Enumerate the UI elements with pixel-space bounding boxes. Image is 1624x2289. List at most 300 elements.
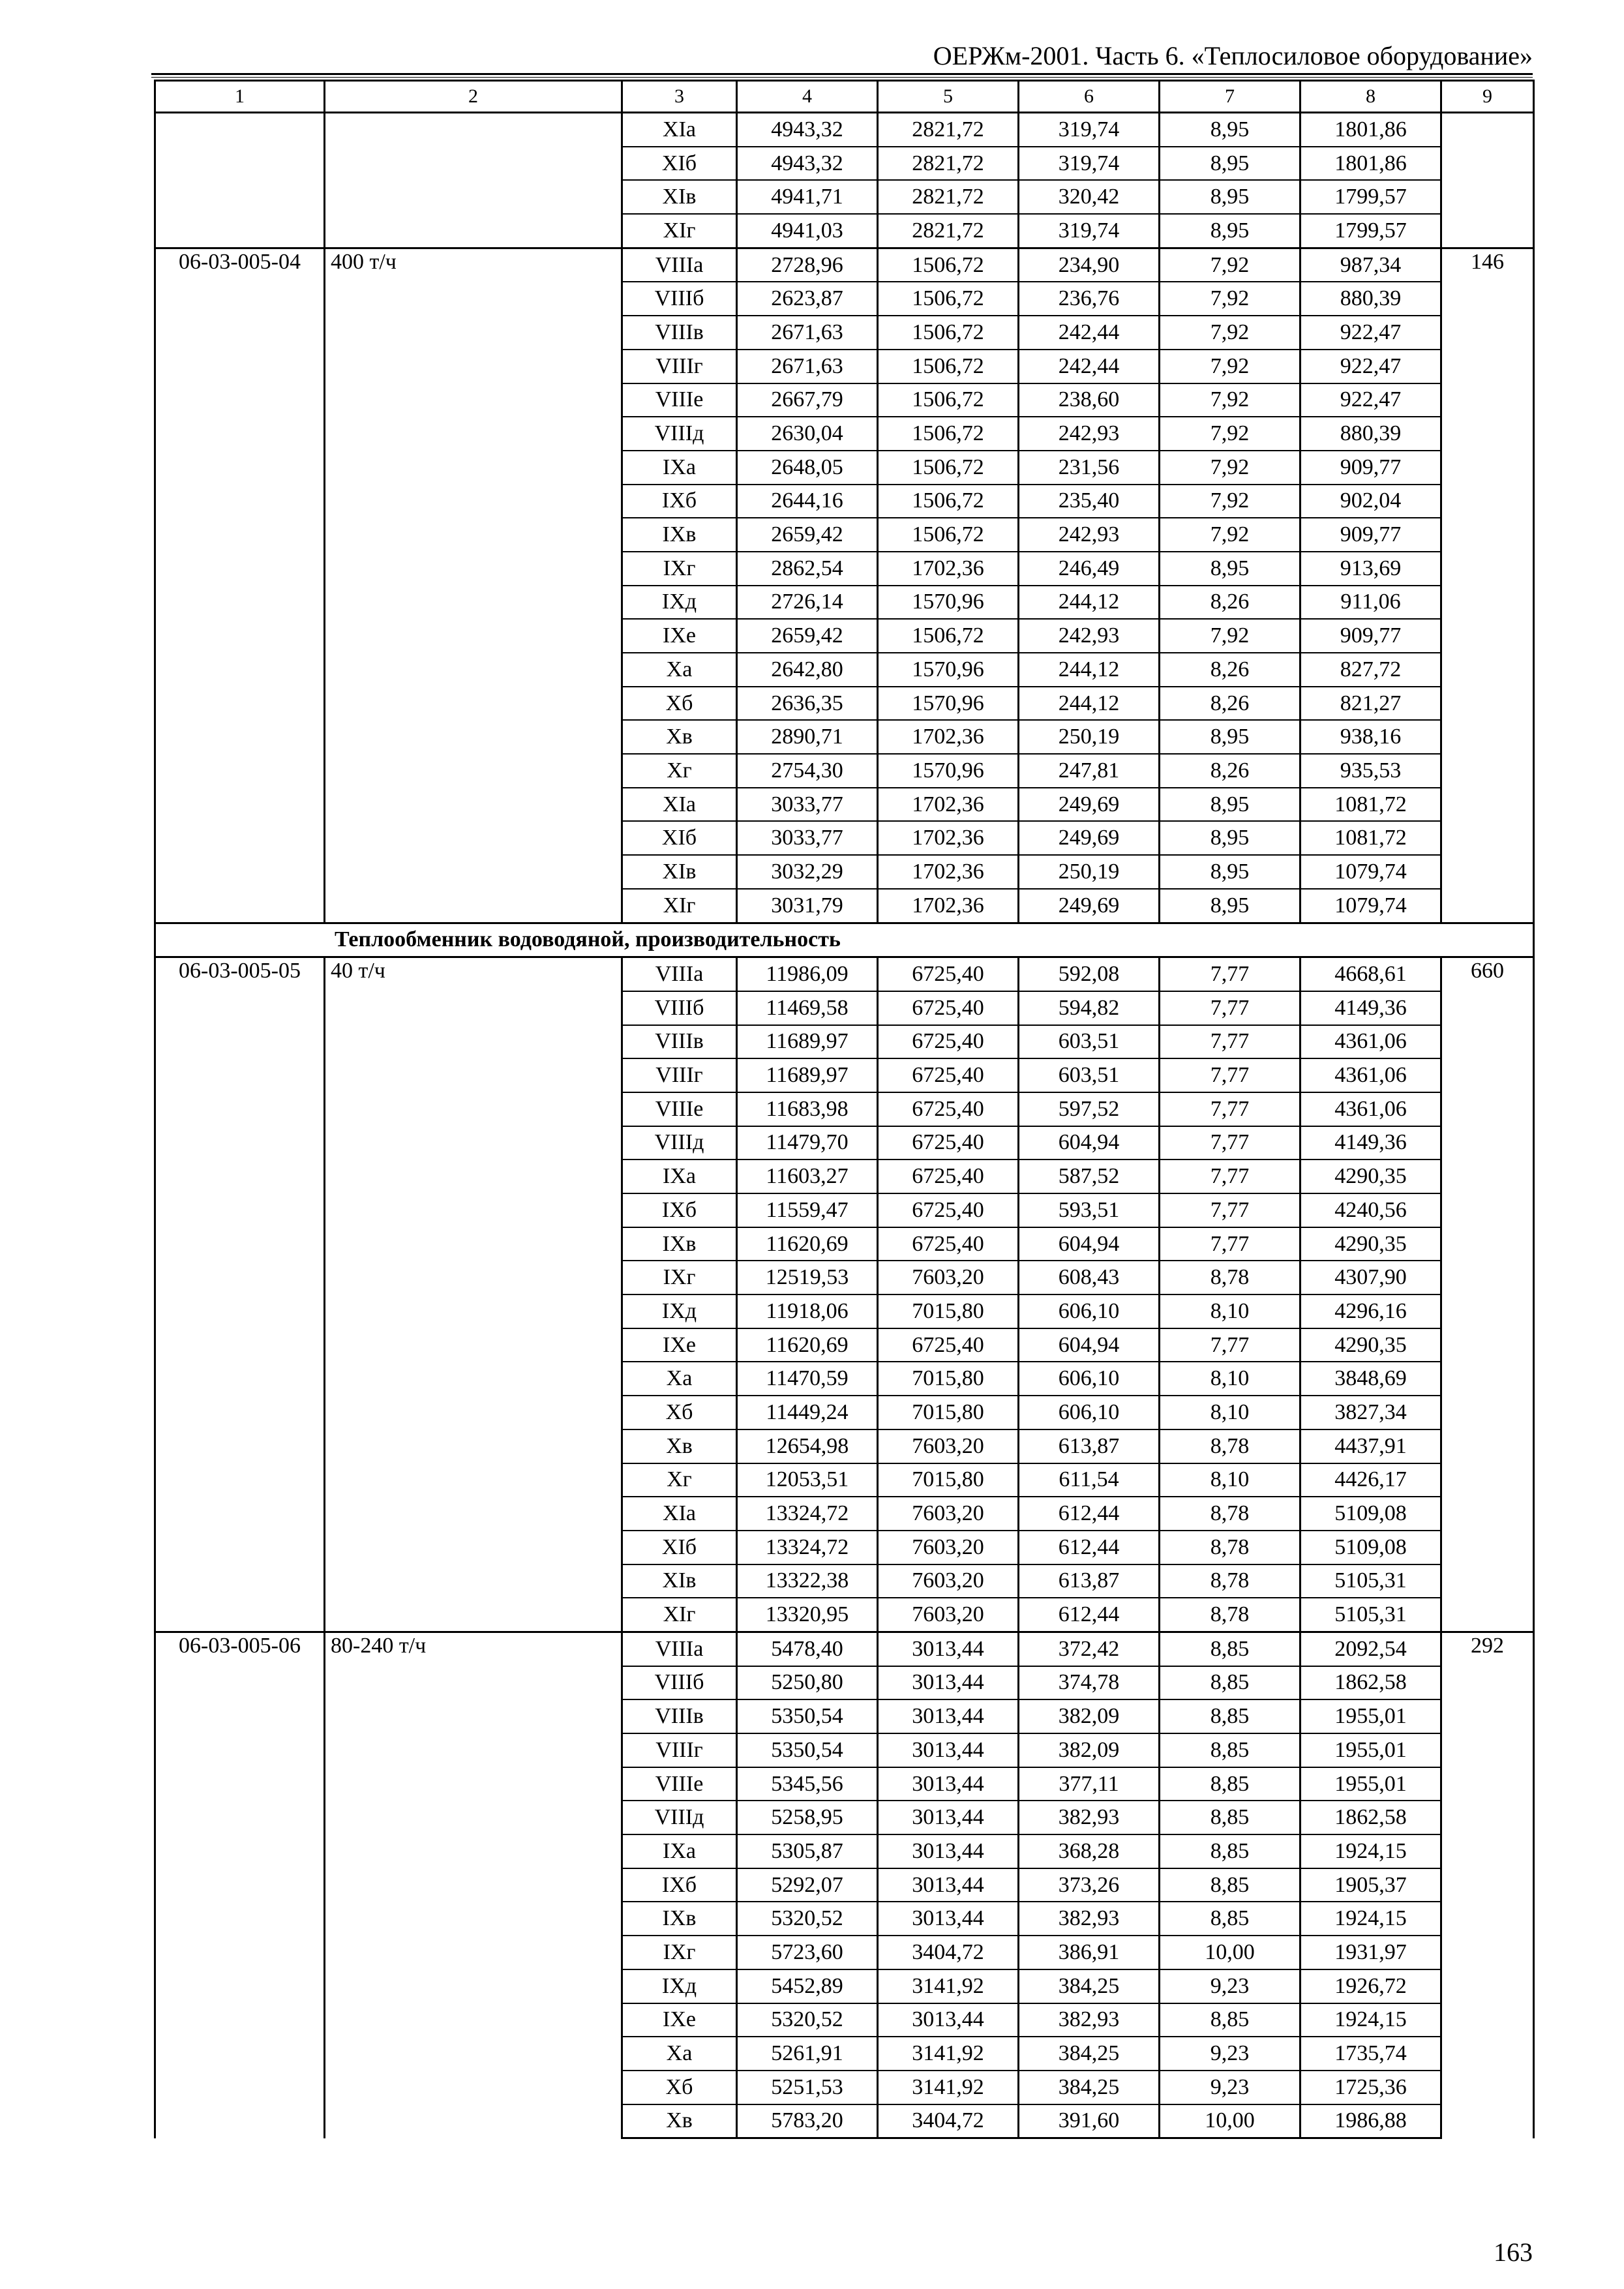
value-cell: 7015,80 [878,1396,1019,1429]
value-cell: 1931,97 [1301,1936,1441,1969]
value-cell: 7015,80 [878,1294,1019,1328]
zone-cell: XIа [622,1497,737,1531]
value-cell: 5350,54 [737,1699,878,1733]
value-cell: 244,12 [1019,586,1160,620]
column-number: 6 [1019,81,1160,113]
column-9-value [1441,113,1534,248]
value-cell: 242,93 [1019,518,1160,552]
value-cell: 1799,57 [1301,180,1441,214]
value-cell: 11620,69 [737,1328,878,1362]
value-cell: 4668,61 [1301,957,1441,991]
zone-cell: IXг [622,552,737,586]
value-cell: 4943,32 [737,113,878,147]
value-cell: 4149,36 [1301,1126,1441,1160]
value-cell: 604,94 [1019,1126,1160,1160]
value-cell: 250,19 [1019,720,1160,754]
value-cell: 7015,80 [878,1463,1019,1497]
value-cell: 242,44 [1019,316,1160,350]
value-cell: 7,92 [1160,485,1301,518]
item-code: 06-03-005-04 [155,248,325,923]
value-cell: 8,85 [1160,2003,1301,2037]
value-cell: 2644,16 [737,485,878,518]
value-cell: 4240,56 [1301,1193,1441,1227]
value-cell: 3013,44 [878,1868,1019,1902]
value-cell: 7,77 [1160,1092,1301,1126]
column-9-value: 292 [1441,1632,1534,2138]
table-row [155,113,1534,147]
value-cell: 3013,44 [878,1767,1019,1801]
zone-cell: VIIIд [622,417,737,451]
value-cell: 3013,44 [878,1632,1019,1666]
value-cell: 2821,72 [878,214,1019,248]
value-cell: 7,77 [1160,1025,1301,1059]
item-name [325,113,622,248]
value-cell: 909,77 [1301,518,1441,552]
value-cell: 1506,72 [878,248,1019,282]
value-cell: 5251,53 [737,2071,878,2104]
column-number: 3 [622,81,737,113]
value-cell: 5783,20 [737,2104,878,2138]
value-cell: 8,95 [1160,889,1301,923]
zone-cell: XIг [622,214,737,248]
table-body [155,81,1534,2138]
zone-cell: IXб [622,1868,737,1902]
value-cell: 3404,72 [878,2104,1019,2138]
value-cell: 911,06 [1301,586,1441,620]
value-cell: 1570,96 [878,754,1019,788]
value-cell: 8,95 [1160,552,1301,586]
header-rule-thin [151,77,1533,78]
value-cell: 7,92 [1160,619,1301,653]
zone-cell: VIIIе [622,1767,737,1801]
value-cell: 1955,01 [1301,1767,1441,1801]
value-cell: 2092,54 [1301,1632,1441,1666]
value-cell: 244,12 [1019,653,1160,687]
value-cell: 1506,72 [878,350,1019,383]
value-cell: 922,47 [1301,350,1441,383]
value-cell: 8,85 [1160,1834,1301,1868]
value-cell: 987,34 [1301,248,1441,282]
value-cell: 11603,27 [737,1159,878,1193]
zone-cell: Xв [622,2104,737,2138]
value-cell: 3141,92 [878,2037,1019,2071]
value-cell: 368,28 [1019,1834,1160,1868]
value-cell: 4361,06 [1301,1058,1441,1092]
value-cell: 938,16 [1301,720,1441,754]
value-cell: 1079,74 [1301,889,1441,923]
value-cell: 6725,40 [878,1159,1019,1193]
value-cell: 242,93 [1019,619,1160,653]
value-cell: 1924,15 [1301,1902,1441,1936]
value-cell: 8,95 [1160,214,1301,248]
value-cell: 7603,20 [878,1598,1019,1632]
value-cell: 3032,29 [737,855,878,889]
value-cell: 4361,06 [1301,1025,1441,1059]
value-cell: 7,77 [1160,1058,1301,1092]
zone-cell: VIIIв [622,316,737,350]
value-cell: 6725,40 [878,1092,1019,1126]
value-cell: 612,44 [1019,1531,1160,1564]
value-cell: 1570,96 [878,586,1019,620]
value-cell: 1570,96 [878,653,1019,687]
zone-cell: VIIIг [622,350,737,383]
zone-cell: XIб [622,1531,737,1564]
value-cell: 606,10 [1019,1362,1160,1396]
value-cell: 606,10 [1019,1294,1160,1328]
value-cell: 377,11 [1019,1767,1160,1801]
value-cell: 11449,24 [737,1396,878,1429]
value-cell: 1735,74 [1301,2037,1441,2071]
value-cell: 5109,08 [1301,1497,1441,1531]
zone-cell: VIIIг [622,1058,737,1092]
value-cell: 1702,36 [878,552,1019,586]
value-cell: 2671,63 [737,316,878,350]
item-name: 80-240 т/ч [325,1632,622,2138]
value-cell: 6725,40 [878,1193,1019,1227]
value-cell: 7,92 [1160,316,1301,350]
value-cell: 11986,09 [737,957,878,991]
value-cell: 613,87 [1019,1564,1160,1598]
value-cell: 8,78 [1160,1261,1301,1294]
value-cell: 4307,90 [1301,1261,1441,1294]
value-cell: 1506,72 [878,451,1019,485]
value-cell: 374,78 [1019,1666,1160,1700]
value-cell: 1702,36 [878,889,1019,923]
value-cell: 6725,40 [878,1328,1019,1362]
value-cell: 319,74 [1019,147,1160,181]
value-cell: 7,92 [1160,417,1301,451]
value-cell: 1702,36 [878,720,1019,754]
value-cell: 909,77 [1301,451,1441,485]
value-cell: 3404,72 [878,1936,1019,1969]
value-cell: 612,44 [1019,1497,1160,1531]
zone-cell: VIIIд [622,1126,737,1160]
running-header [151,38,1533,74]
value-cell: 11470,59 [737,1362,878,1396]
value-cell: 4437,91 [1301,1429,1441,1463]
value-cell: 3141,92 [878,1969,1019,2003]
value-cell: 1702,36 [878,821,1019,855]
zone-cell: Xв [622,1429,737,1463]
table-row [155,1632,1534,1666]
value-cell: 7603,20 [878,1564,1019,1598]
value-cell: 7,92 [1160,518,1301,552]
value-cell: 382,93 [1019,1902,1160,1936]
value-cell: 12519,53 [737,1261,878,1294]
value-cell: 613,87 [1019,1429,1160,1463]
value-cell: 382,09 [1019,1733,1160,1767]
value-cell: 7,77 [1160,957,1301,991]
value-cell: 382,93 [1019,1801,1160,1834]
value-cell: 8,78 [1160,1564,1301,1598]
column-9-value: 146 [1441,248,1534,923]
value-cell: 4426,17 [1301,1463,1441,1497]
value-cell: 3827,34 [1301,1396,1441,1429]
value-cell: 10,00 [1160,1936,1301,1969]
page-number: 163 [1494,2237,1533,2267]
zone-cell: XIа [622,788,737,822]
zone-cell: XIб [622,821,737,855]
value-cell: 11689,97 [737,1058,878,1092]
value-cell: 4296,16 [1301,1294,1441,1328]
value-cell: 606,10 [1019,1396,1160,1429]
zone-cell: Xг [622,1463,737,1497]
value-cell: 7,77 [1160,1227,1301,1261]
zone-cell: VIIIб [622,991,737,1025]
zone-cell: VIIIд [622,1801,737,1834]
column-number: 5 [878,81,1019,113]
value-cell: 8,85 [1160,1699,1301,1733]
value-cell: 236,76 [1019,282,1160,316]
value-cell: 6725,40 [878,957,1019,991]
value-cell: 12053,51 [737,1463,878,1497]
column-number-row [155,81,1534,113]
value-cell: 2726,14 [737,586,878,620]
value-cell: 2821,72 [878,113,1019,147]
column-number: 9 [1441,81,1534,113]
value-cell: 1955,01 [1301,1733,1441,1767]
value-cell: 8,10 [1160,1396,1301,1429]
value-cell: 5261,91 [737,2037,878,2071]
value-cell: 11479,70 [737,1126,878,1160]
value-cell: 2754,30 [737,754,878,788]
value-cell: 5345,56 [737,1767,878,1801]
value-cell: 4943,32 [737,147,878,181]
value-cell: 5250,80 [737,1666,878,1700]
value-cell: 1905,37 [1301,1868,1441,1902]
value-cell: 7,77 [1160,1193,1301,1227]
value-cell: 246,49 [1019,552,1160,586]
zone-cell: Xг [622,754,737,788]
value-cell: 1506,72 [878,518,1019,552]
value-cell: 11918,06 [737,1294,878,1328]
column-number: 2 [325,81,622,113]
value-cell: 8,26 [1160,687,1301,721]
value-cell: 2890,71 [737,720,878,754]
value-cell: 2623,87 [737,282,878,316]
value-cell: 249,69 [1019,889,1160,923]
value-cell: 1506,72 [878,282,1019,316]
value-cell: 2642,80 [737,653,878,687]
value-cell: 922,47 [1301,383,1441,417]
value-cell: 603,51 [1019,1058,1160,1092]
value-cell: 384,25 [1019,2071,1160,2104]
value-cell: 8,95 [1160,788,1301,822]
value-cell: 372,42 [1019,1632,1160,1666]
value-cell: 1799,57 [1301,214,1441,248]
value-cell: 1702,36 [878,855,1019,889]
value-cell: 8,26 [1160,754,1301,788]
zone-cell: XIв [622,1564,737,1598]
value-cell: 5105,31 [1301,1564,1441,1598]
value-cell: 11689,97 [737,1025,878,1059]
value-cell: 608,43 [1019,1261,1160,1294]
price-table [154,80,1535,2139]
value-cell: 7603,20 [878,1261,1019,1294]
value-cell: 319,74 [1019,214,1160,248]
value-cell: 1506,72 [878,383,1019,417]
value-cell: 1924,15 [1301,2003,1441,2037]
table-row [155,248,1534,282]
section-row [155,923,1534,957]
value-cell: 12654,98 [737,1429,878,1463]
value-cell: 1506,72 [878,619,1019,653]
value-cell: 1725,36 [1301,2071,1441,2104]
zone-cell: Xб [622,2071,737,2104]
value-cell: 8,95 [1160,180,1301,214]
zone-cell: IXг [622,1936,737,1969]
value-cell: 384,25 [1019,2037,1160,2071]
value-cell: 235,40 [1019,485,1160,518]
item-code: 06-03-005-05 [155,957,325,1632]
value-cell: 2728,96 [737,248,878,282]
value-cell: 5723,60 [737,1936,878,1969]
value-cell: 320,42 [1019,180,1160,214]
zone-cell: Xа [622,653,737,687]
zone-cell: VIIIа [622,248,737,282]
zone-cell: VIIIб [622,1666,737,1700]
value-cell: 2648,05 [737,451,878,485]
value-cell: 13322,38 [737,1564,878,1598]
value-cell: 13324,72 [737,1497,878,1531]
value-cell: 1862,58 [1301,1666,1441,1700]
zone-cell: XIг [622,1598,737,1632]
value-cell: 4290,35 [1301,1159,1441,1193]
value-cell: 8,26 [1160,586,1301,620]
zone-cell: IXа [622,1834,737,1868]
value-cell: 7,92 [1160,248,1301,282]
value-cell: 5452,89 [737,1969,878,2003]
value-cell: 7603,20 [878,1531,1019,1564]
value-cell: 4149,36 [1301,991,1441,1025]
value-cell: 7,92 [1160,350,1301,383]
value-cell: 5320,52 [737,1902,878,1936]
value-cell: 7015,80 [878,1362,1019,1396]
value-cell: 247,81 [1019,754,1160,788]
zone-cell: IXа [622,451,737,485]
value-cell: 9,23 [1160,2037,1301,2071]
zone-cell: VIIIб [622,282,737,316]
value-cell: 13320,95 [737,1598,878,1632]
value-cell: 2659,42 [737,518,878,552]
value-cell: 6725,40 [878,1025,1019,1059]
value-cell: 1801,86 [1301,147,1441,181]
value-cell: 8,78 [1160,1497,1301,1531]
header-rule [151,73,1533,75]
zone-cell: IXе [622,619,737,653]
zone-cell: IXв [622,518,737,552]
value-cell: 603,51 [1019,1025,1160,1059]
value-cell: 7,77 [1160,1159,1301,1193]
value-cell: 8,95 [1160,113,1301,147]
value-cell: 3848,69 [1301,1362,1441,1396]
column-number: 8 [1301,81,1441,113]
value-cell: 8,95 [1160,720,1301,754]
zone-cell: IXг [622,1261,737,1294]
value-cell: 9,23 [1160,1969,1301,2003]
value-cell: 391,60 [1019,2104,1160,2138]
value-cell: 1570,96 [878,687,1019,721]
value-cell: 3013,44 [878,2003,1019,2037]
value-cell: 8,85 [1160,1801,1301,1834]
zone-cell: IXб [622,485,737,518]
value-cell: 909,77 [1301,619,1441,653]
value-cell: 5478,40 [737,1632,878,1666]
value-cell: 384,25 [1019,1969,1160,2003]
value-cell: 5109,08 [1301,1531,1441,1564]
value-cell: 8,85 [1160,1666,1301,1700]
value-cell: 3033,77 [737,821,878,855]
item-name: 40 т/ч [325,957,622,1632]
value-cell: 2659,42 [737,619,878,653]
value-cell: 1924,15 [1301,1834,1441,1868]
value-cell: 4941,03 [737,214,878,248]
value-cell: 242,93 [1019,417,1160,451]
value-cell: 319,74 [1019,113,1160,147]
value-cell: 373,26 [1019,1868,1160,1902]
value-cell: 7,92 [1160,451,1301,485]
column-number: 1 [155,81,325,113]
value-cell: 3013,44 [878,1902,1019,1936]
value-cell: 5320,52 [737,2003,878,2037]
zone-cell: XIв [622,180,737,214]
zone-cell: IXв [622,1902,737,1936]
value-cell: 1081,72 [1301,821,1441,855]
value-cell: 234,90 [1019,248,1160,282]
value-cell: 8,78 [1160,1531,1301,1564]
value-cell: 8,10 [1160,1463,1301,1497]
value-cell: 3013,44 [878,1699,1019,1733]
zone-cell: VIIIа [622,957,737,991]
zone-cell: VIIIв [622,1025,737,1059]
value-cell: 7,77 [1160,1126,1301,1160]
zone-cell: VIIIе [622,383,737,417]
zone-cell: IXд [622,1969,737,2003]
value-cell: 6725,40 [878,991,1019,1025]
value-cell: 7,77 [1160,991,1301,1025]
value-cell: 3013,44 [878,1834,1019,1868]
value-cell: 612,44 [1019,1598,1160,1632]
value-cell: 6725,40 [878,1227,1019,1261]
value-cell: 1955,01 [1301,1699,1441,1733]
value-cell: 1801,86 [1301,113,1441,147]
value-cell: 3031,79 [737,889,878,923]
column-number: 4 [737,81,878,113]
value-cell: 2667,79 [737,383,878,417]
value-cell: 604,94 [1019,1328,1160,1362]
value-cell: 386,91 [1019,1936,1160,1969]
value-cell: 611,54 [1019,1463,1160,1497]
value-cell: 238,60 [1019,383,1160,417]
section-title: Теплообменник водоводяной, производительность [155,923,1534,957]
value-cell: 902,04 [1301,485,1441,518]
value-cell: 593,51 [1019,1193,1160,1227]
zone-cell: IXа [622,1159,737,1193]
value-cell: 1702,36 [878,788,1019,822]
value-cell: 1079,74 [1301,855,1441,889]
value-cell: 7,92 [1160,282,1301,316]
value-cell: 249,69 [1019,788,1160,822]
value-cell: 8,85 [1160,1902,1301,1936]
value-cell: 8,78 [1160,1598,1301,1632]
value-cell: 827,72 [1301,653,1441,687]
value-cell: 8,10 [1160,1362,1301,1396]
zone-cell: IXв [622,1227,737,1261]
value-cell: 3013,44 [878,1733,1019,1767]
value-cell: 922,47 [1301,316,1441,350]
value-cell: 5350,54 [737,1733,878,1767]
value-cell: 11469,58 [737,991,878,1025]
